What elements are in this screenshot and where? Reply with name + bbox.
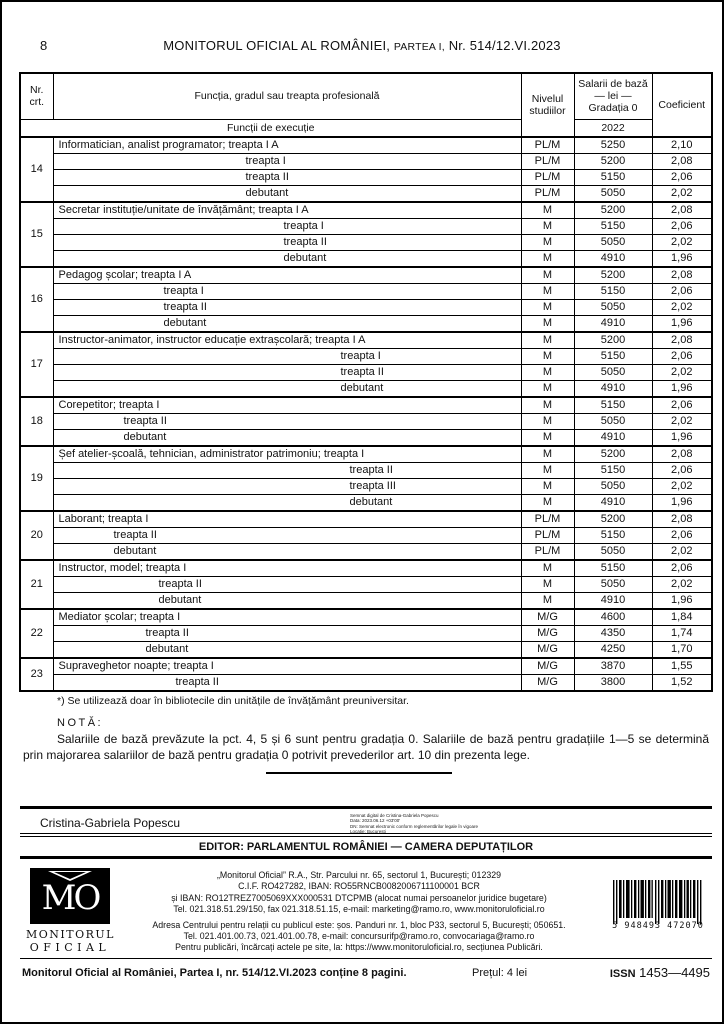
logo-text-oficial: OFICIAL: [29, 941, 111, 954]
cell-functia: treapta I: [53, 153, 521, 169]
cell-nivel: M: [521, 348, 574, 364]
cell-functia: Informatician, analist programator; treapta I A: [53, 137, 521, 154]
cell-sal: 5050: [574, 185, 652, 202]
cell-nr-crt: 17: [20, 332, 53, 397]
cell-functia: treapta III: [53, 478, 521, 494]
cell-sal: 5200: [574, 153, 652, 169]
cell-functia: treapta II: [53, 625, 521, 641]
cell-nivel: M/G: [521, 609, 574, 626]
cell-nivel: M: [521, 576, 574, 592]
table-row: [20, 527, 712, 543]
cell-nivel: M: [521, 413, 574, 429]
cell-coef: 2,06: [652, 397, 712, 414]
publisher-line: Adresa Centrului pentru relații cu publicul este: șos. Panduri nr. 1, bloc P33, sectorul 5, București; 050651.: [152, 919, 566, 930]
table-row: [20, 658, 712, 675]
table-row: [20, 592, 712, 609]
table-row: [20, 609, 712, 626]
cell-nr-crt: 21: [20, 560, 53, 609]
table-row: [20, 380, 712, 397]
cell-functia: treapta II: [53, 234, 521, 250]
page-footer: [20, 958, 712, 988]
cell-coef: 2,08: [652, 267, 712, 284]
cell-sal: 4910: [574, 315, 652, 332]
cell-coef: 2,06: [652, 169, 712, 185]
cell-sal: 4910: [574, 380, 652, 397]
cell-functia: Secretar instituție/unitate de învățământ; treapta I A: [53, 202, 521, 219]
document-title: [2, 38, 722, 53]
cell-nivel: M/G: [521, 641, 574, 658]
header-nivel-studiilor: Nivelul studiilor: [521, 73, 574, 137]
title-part: PARTEA I,: [393, 41, 445, 53]
header-coeficient: Coeficient: [652, 73, 712, 137]
cell-functia: debutant: [53, 250, 521, 267]
cell-nivel: M: [521, 332, 574, 349]
cell-sal: 3870: [574, 658, 652, 675]
ean-barcode: [606, 880, 710, 931]
header-salariu-line1: Salarii de bază: [578, 78, 648, 91]
cell-coef: 1,74: [652, 625, 712, 641]
cell-coef: 1,96: [652, 494, 712, 511]
cell-functia: debutant: [53, 315, 521, 332]
cell-coef: 2,06: [652, 218, 712, 234]
barcode-digits: 5 948493 472070: [612, 921, 704, 931]
cell-sal: 5050: [574, 543, 652, 560]
cell-functia: Instructor, model; treapta I: [53, 560, 521, 577]
nota-text: Salariile de bază prevăzute la pct. 4, 5 și 6 sunt pentru gradația 0. Salariile de bază pentru gradațiile 1—5 se determină prin majorarea salariilor de bază pentru gradația 0 potrivit prevederilor art. 10 din prezenta lege.: [23, 732, 709, 762]
table-row: [20, 446, 712, 463]
cell-coef: 2,02: [652, 413, 712, 429]
cell-nivel: M: [521, 299, 574, 315]
cell-sal: 5250: [574, 137, 652, 154]
cell-nivel: M: [521, 429, 574, 446]
cell-nr-crt: 14: [20, 137, 53, 202]
cell-coef: 2,08: [652, 153, 712, 169]
publisher-contact-block: [108, 920, 610, 954]
cell-nivel: PL/M: [521, 527, 574, 543]
cell-nivel: M: [521, 462, 574, 478]
cell-coef: 1,96: [652, 380, 712, 397]
cell-functia: Corepetitor; treapta I: [53, 397, 521, 414]
publisher-info: [108, 870, 610, 958]
cell-nivel: M: [521, 218, 574, 234]
title-issue: Nr. 514/12.VI.2023: [448, 38, 561, 53]
cell-coef: 2,06: [652, 527, 712, 543]
cell-nivel: M: [521, 267, 574, 284]
cell-coef: 1,52: [652, 674, 712, 691]
cell-coef: 2,08: [652, 446, 712, 463]
cell-coef: 1,96: [652, 250, 712, 267]
cell-nr-crt: 16: [20, 267, 53, 332]
cell-nivel: PL/M: [521, 511, 574, 528]
cell-functia: Mediator școlar; treapta I: [53, 609, 521, 626]
mo-logo-icon: [30, 868, 110, 924]
cell-coef: 2,10: [652, 137, 712, 154]
table-row: [20, 234, 712, 250]
cell-coef: 1,96: [652, 315, 712, 332]
cell-nr-crt: 20: [20, 511, 53, 560]
cell-nivel: M: [521, 478, 574, 494]
cell-coef: 2,02: [652, 364, 712, 380]
cell-nivel: M: [521, 446, 574, 463]
header-salariu: [574, 73, 652, 119]
signature-detail-line: Locație: București: [350, 829, 386, 835]
signature-section: [20, 806, 712, 859]
cell-sal: 5150: [574, 218, 652, 234]
cell-sal: 5050: [574, 234, 652, 250]
cell-sal: 5150: [574, 283, 652, 299]
salary-table-wrap: [19, 72, 713, 692]
header-functii-executie: Funcții de execuție: [20, 119, 521, 137]
cell-sal: 4910: [574, 592, 652, 609]
digital-signature-details: [350, 813, 478, 835]
footer-issue-info: Monitorul Oficial al României, Partea I, nr. 514/12.VI.2023 conține 8 pagini.: [22, 967, 407, 979]
cell-functia: treapta I: [53, 283, 521, 299]
table-row: [20, 137, 712, 154]
cell-nr-crt: 19: [20, 446, 53, 511]
cell-sal: 5150: [574, 397, 652, 414]
cell-nr-crt: 15: [20, 202, 53, 267]
cell-sal: 5150: [574, 169, 652, 185]
cell-sal: 5150: [574, 560, 652, 577]
cell-sal: 5200: [574, 202, 652, 219]
cell-nivel: M: [521, 250, 574, 267]
signatory-name: Cristina-Gabriela Popescu: [40, 816, 181, 830]
cell-nivel: M: [521, 364, 574, 380]
cell-functia: treapta II: [53, 674, 521, 691]
issn-value: 1453—4495: [639, 965, 710, 980]
cell-nivel: PL/M: [521, 169, 574, 185]
cell-functia: treapta II: [53, 169, 521, 185]
table-row: [20, 576, 712, 592]
cell-nivel: M: [521, 592, 574, 609]
cell-sal: 4910: [574, 250, 652, 267]
footer-issn: [610, 965, 710, 980]
cell-sal: 5200: [574, 511, 652, 528]
table-row: [20, 543, 712, 560]
cell-coef: 2,08: [652, 511, 712, 528]
cell-sal: 4600: [574, 609, 652, 626]
cell-functia: treapta II: [53, 576, 521, 592]
issn-label: ISSN: [609, 968, 636, 980]
cell-coef: 1,96: [652, 592, 712, 609]
table-row: [20, 169, 712, 185]
cell-coef: 2,02: [652, 543, 712, 560]
table-row: [20, 413, 712, 429]
cell-coef: 2,02: [652, 185, 712, 202]
nota-label: NOTĂ:: [57, 717, 104, 729]
footer-price: Prețul: 4 lei: [472, 967, 528, 979]
cell-sal: 5200: [574, 332, 652, 349]
cell-nr-crt: 23: [20, 658, 53, 691]
salary-table: [19, 72, 713, 692]
title-main: MONITORUL OFICIAL AL ROMÂNIEI,: [163, 38, 391, 53]
cell-functia: treapta II: [53, 413, 521, 429]
logo-roof-inner-shape: [54, 872, 86, 879]
cell-sal: 3800: [574, 674, 652, 691]
cell-nr-crt: 22: [20, 609, 53, 658]
cell-coef: 2,02: [652, 478, 712, 494]
signature-detail-line: Data: 2023.06.12 +03'00': [350, 818, 401, 824]
cell-sal: 5050: [574, 364, 652, 380]
cell-functia: Supraveghetor noapte; treapta I: [53, 658, 521, 675]
cell-nivel: M: [521, 380, 574, 397]
cell-coef: 2,06: [652, 560, 712, 577]
table-row: [20, 250, 712, 267]
cell-nivel: M/G: [521, 658, 574, 675]
cell-functia: treapta II: [53, 527, 521, 543]
table-row: [20, 397, 712, 414]
cell-coef: 2,02: [652, 234, 712, 250]
publisher-address-block: [108, 870, 610, 916]
signature-row: [20, 806, 712, 833]
header-salariu-line3: Gradația 0: [588, 102, 638, 115]
cell-functia: Instructor-animator, instructor educație extrașcolară; treapta I A: [53, 332, 521, 349]
table-row: [20, 429, 712, 446]
cell-coef: 1,96: [652, 429, 712, 446]
table-row: [20, 511, 712, 528]
cell-functia: debutant: [53, 641, 521, 658]
cell-nivel: PL/M: [521, 185, 574, 202]
cell-nivel: M: [521, 234, 574, 250]
cell-sal: 4350: [574, 625, 652, 641]
cell-functia: debutant: [53, 494, 521, 511]
header-salariu-line2: — lei —: [594, 90, 632, 103]
cell-sal: 5050: [574, 413, 652, 429]
cell-functia: treapta II: [53, 462, 521, 478]
cell-functia: treapta II: [53, 364, 521, 380]
cell-sal: 5050: [574, 478, 652, 494]
page-number: 8: [40, 38, 48, 53]
cell-sal: 4910: [574, 429, 652, 446]
table-row: [20, 364, 712, 380]
cell-nivel: M: [521, 560, 574, 577]
cell-coef: 1,55: [652, 658, 712, 675]
table-row: [20, 315, 712, 332]
section-divider: [266, 772, 452, 774]
publisher-line: „Monitorul Oficial” R.A., Str. Parcului nr. 65, sectorul 1, București; 012329: [216, 870, 502, 880]
table-row: [20, 218, 712, 234]
cell-sal: 5050: [574, 576, 652, 592]
table-row: [20, 494, 712, 511]
cell-nivel: M/G: [521, 625, 574, 641]
cell-coef: 2,02: [652, 576, 712, 592]
header-nr-crt: Nr. crt.: [20, 73, 53, 119]
cell-coef: 1,84: [652, 609, 712, 626]
cell-nivel: M: [521, 315, 574, 332]
header-an: 2022: [574, 119, 652, 137]
table-header-row: [20, 73, 712, 119]
cell-nivel: M: [521, 283, 574, 299]
table-row: [20, 185, 712, 202]
cell-functia: treapta II: [53, 299, 521, 315]
publisher-line: Tel. 021.401.00.73, 021.401.00.78, e-mail: concursurifp@ramo.ro, convocariaga@ramo.ro: [183, 931, 535, 942]
cell-nivel: PL/M: [521, 137, 574, 154]
cell-functia: debutant: [53, 592, 521, 609]
cell-nr-crt: 18: [20, 397, 53, 446]
cell-sal: 5200: [574, 267, 652, 284]
footnote: *) Se utilizează doar în bibliotecile din unitățile de învățământ preuniversitar.: [57, 695, 409, 707]
cell-sal: 5050: [574, 299, 652, 315]
cell-sal: 5200: [574, 446, 652, 463]
table-row: [20, 641, 712, 658]
cell-functia: Pedagog școlar; treapta I A: [53, 267, 521, 284]
cell-coef: 1,70: [652, 641, 712, 658]
cell-functia: treapta I: [53, 218, 521, 234]
publisher-line: Tel. 021.318.51.29/150, fax 021.318.51.15, e-mail: marketing@ramo.ro, www.monitoruloficial.ro: [173, 904, 545, 915]
cell-functia: debutant: [53, 185, 521, 202]
cell-functia: debutant: [53, 380, 521, 397]
cell-coef: 2,08: [652, 202, 712, 219]
cell-coef: 2,06: [652, 348, 712, 364]
table-row: [20, 348, 712, 364]
table-subheader-row: [20, 119, 712, 137]
table-row: [20, 674, 712, 691]
cell-sal: 5150: [574, 348, 652, 364]
cell-coef: 2,06: [652, 462, 712, 478]
table-row: [20, 560, 712, 577]
editor-line: EDITOR: PARLAMENTUL ROMÂNIEI — CAMERA DEPUTAȚILOR: [198, 841, 534, 853]
cell-functia: debutant: [53, 429, 521, 446]
table-row: [20, 625, 712, 641]
table-row: [20, 283, 712, 299]
cell-sal: 5150: [574, 527, 652, 543]
cell-coef: 2,08: [652, 332, 712, 349]
cell-sal: 5150: [574, 462, 652, 478]
cell-functia: treapta I: [53, 348, 521, 364]
table-row: [20, 462, 712, 478]
publisher-line: Pentru publicări, încărcați actele pe site, la: https://www.monitoruloficial.ro, secțiunea Publicări.: [175, 942, 543, 953]
publisher-line: C.I.F. RO427282, IBAN: RO55RNCB0082006711100001 BCR: [238, 881, 480, 892]
cell-nivel: PL/M: [521, 153, 574, 169]
cell-coef: 2,02: [652, 299, 712, 315]
cell-nivel: M: [521, 202, 574, 219]
signature-detail-line: DN: Semnat electronic conform reglementărilor legale în vigoare: [350, 823, 479, 829]
table-row: [20, 478, 712, 494]
logo-text-monitorul: MONITORUL: [26, 928, 115, 941]
monitorul-oficial-logo: [26, 868, 114, 954]
cell-sal: 4250: [574, 641, 652, 658]
logo-mo-letters: MO: [41, 878, 99, 918]
table-row: [20, 299, 712, 315]
cell-functia: debutant: [53, 543, 521, 560]
cell-nivel: PL/M: [521, 543, 574, 560]
publisher-line: și IBAN: RO12TREZ7005069XXX000531 DTCPMB (alocat numai persoanelor juridice bugetare): [171, 892, 547, 903]
cell-coef: 2,06: [652, 283, 712, 299]
thick-rule: [20, 856, 712, 859]
cell-functia: Șef atelier-școală, tehnician, administrator patrimoniu; treapta I: [53, 446, 521, 463]
cell-nivel: M/G: [521, 674, 574, 691]
table-row: [20, 202, 712, 219]
cell-nivel: M: [521, 494, 574, 511]
table-row: [20, 267, 712, 284]
signature-detail-line: Semnat digital de Cristina-Gabriela Popescu: [350, 813, 439, 818]
table-row: [20, 153, 712, 169]
cell-sal: 4910: [574, 494, 652, 511]
cell-nivel: M: [521, 397, 574, 414]
table-row: [20, 332, 712, 349]
header-functia: Funcția, gradul sau treapta profesională: [53, 73, 521, 119]
cell-functia: Laborant; treapta I: [53, 511, 521, 528]
